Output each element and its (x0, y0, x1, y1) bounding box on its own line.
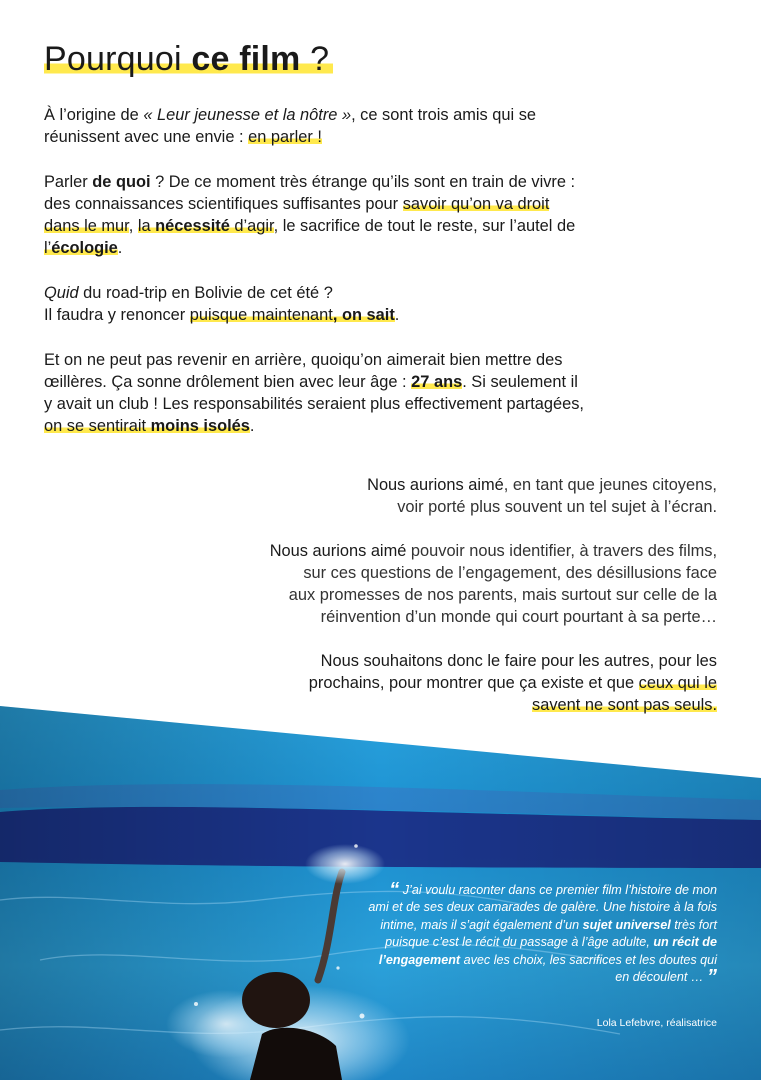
paragraph-arriere: Et on ne peut pas revenir en arrière, quoiqu’on aimerait bien mettre des œillères. Ça sonne drôlement bien avec leur âge : 27 ans. Si seulement il y avait un club ! Les responsabilités seraient plus effectivement partagées, on se sentirait moins isolés. (44, 351, 584, 435)
title-bold-text: ce film (191, 40, 301, 78)
paragraph-origin: À l’origine de « Leur jeunesse et la nôtre », ce sont trois amis qui se réunissent avec une envie : en parler ! (44, 106, 537, 146)
quote-signature: Lola Lefebvre, réalisatrice (596, 1017, 717, 1029)
statement-3: Nous souhaitons donc le faire pour les autres, pour les prochains, pour montrer que ça existe et que ceux qui le savent ne sont pas seuls. (308, 652, 717, 714)
statement-1: Nous aurions aimé, en tant que jeunes citoyens, voir porté plus souvent un tel sujet à l’écran. (367, 476, 717, 516)
title-end-text: ? (300, 40, 330, 78)
paragraph-parler: Parler de quoi ? De ce moment très étrange qu’ils sont en train de vivre : des connaissances scientifiques suffisantes pour savoir qu’on va droit dans le mur, la nécessité d’agir, le sacrifice de tout le reste, sur l’autel de l’écologie. (44, 173, 576, 257)
paragraph-quid: Quid du road-trip en Bolivie de cet été ? Il faudra y renoncer puisque maintenant, on sait. (44, 284, 400, 324)
close-quote-mark: ” (707, 966, 717, 989)
open-quote-mark: “ (389, 879, 400, 901)
statement-2: Nous aurions aimé pouvoir nous identifier, à travers des films, sur ces questions de l’engagement, des désillusions face aux promesses de nos parents, mais surtout sur celle de la réinvention d’un monde qui court pourtant à sa perte… (269, 542, 717, 626)
director-quote: “ J’ai voulu raconter dans ce premier film l’histoire de mon ami et de ses deux camarades de galère. Une histoire à la fois intime, mais il s’agit également d’un sujet universel très fort puisque c’est le récit du passage à l’âge adulte, un récit de l’engagement avec les choix, les sacrifices et les doutes qui en découlent … ” (368, 879, 717, 989)
title-light-text: Pourquoi (44, 40, 192, 78)
